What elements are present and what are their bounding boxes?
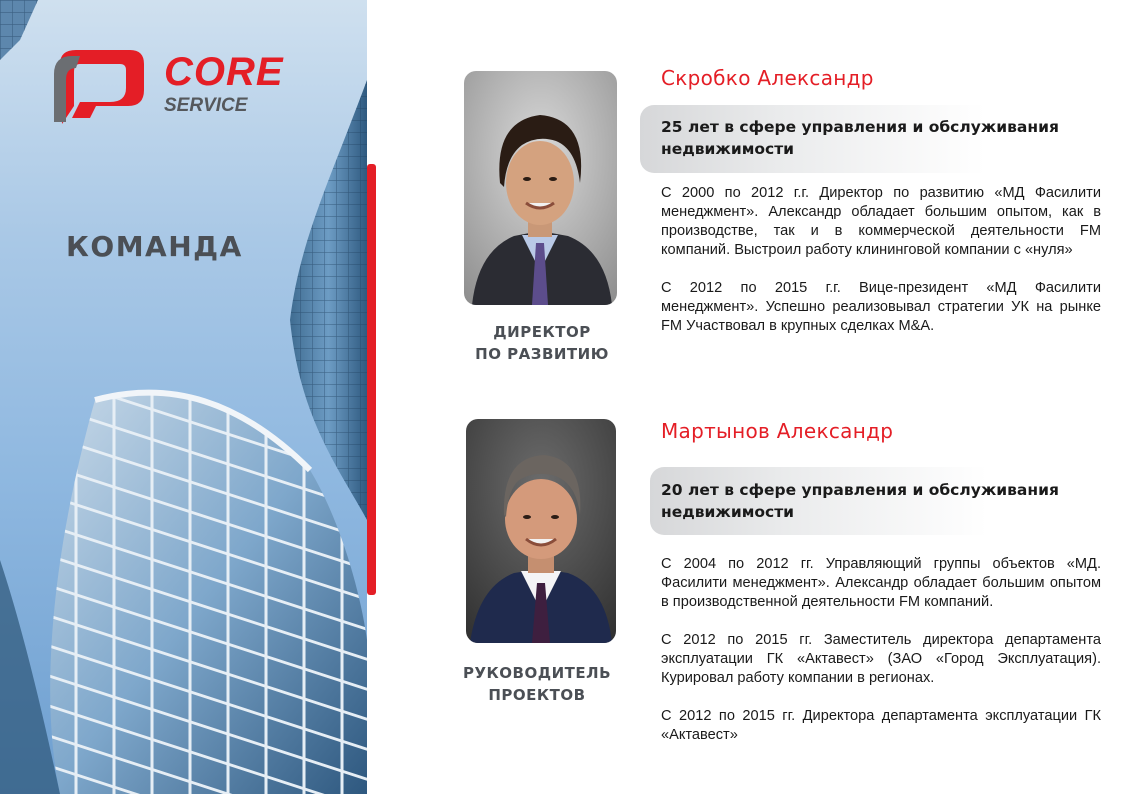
experience-line: 25 лет в сфере управления и обслуживания bbox=[661, 118, 1059, 136]
bio-paragraph: С 2012 по 2015 гг. Директора департамента эксплуатации ГК «Актавест» bbox=[661, 708, 1101, 743]
person-name-martynov: Мартынов Александр bbox=[661, 419, 894, 443]
experience-martynov bbox=[661, 479, 1091, 523]
role-line: ДИРЕКТОР bbox=[493, 323, 591, 341]
bio-skrobko bbox=[661, 184, 1101, 355]
red-divider bbox=[367, 164, 376, 595]
role-line: РУКОВОДИТЕЛЬ bbox=[462, 664, 612, 682]
hero-image-panel bbox=[0, 0, 367, 794]
bio-paragraph: С 2012 по 2015 гг. Заместитель директора департамента эксплуатации ГК «Актавест» (ЗАО «Город Эксплуатация). Курировал работу компании в регионах. bbox=[661, 632, 1101, 686]
role-skrobko bbox=[452, 321, 632, 365]
bio-paragraph: С 2012 по 2015 г.г. Вице-президент «МД Фасилити менеджмент». Успешно реализовывал стратегии УК на рынке FM Участвовал в крупных сделках M&A. bbox=[661, 280, 1101, 334]
experience-line: недвижимости bbox=[661, 503, 795, 521]
role-line: ПО РАЗВИТИЮ bbox=[475, 345, 609, 363]
page-title: КОМАНДА bbox=[66, 230, 243, 263]
person-name-skrobko: Скробко Александр bbox=[661, 66, 874, 90]
role-line: ПРОЕКТОВ bbox=[488, 686, 586, 704]
core-service-logo-icon bbox=[50, 44, 146, 130]
experience-line: 20 лет в сфере управления и обслуживания bbox=[661, 481, 1059, 499]
portrait-skrobko bbox=[464, 71, 617, 305]
logo-wordmark: CORE bbox=[164, 50, 284, 94]
role-martynov bbox=[447, 662, 627, 706]
logo-subtitle: SERVICE bbox=[164, 95, 248, 116]
bio-paragraph: С 2000 по 2012 г.г. Директор по развитию «МД Фасилити менеджмент». Александр обладает большим опытом, как в производстве, так и в коммерческой деятельности FM компаний. Выстроил работу клининговой компании с «нуля» bbox=[661, 185, 1101, 258]
bio-paragraph: С 2004 по 2012 гг. Управляющий группы объектов «МД. Фасилити менеджмент». Александр обладает большим опытом в производственной деятельности FM компаний. bbox=[661, 556, 1101, 610]
experience-line: недвижимости bbox=[661, 140, 795, 158]
experience-skrobko bbox=[661, 116, 1091, 160]
core-service-logo bbox=[50, 44, 310, 134]
bio-martynov bbox=[661, 555, 1101, 764]
portrait-martynov bbox=[466, 419, 616, 643]
